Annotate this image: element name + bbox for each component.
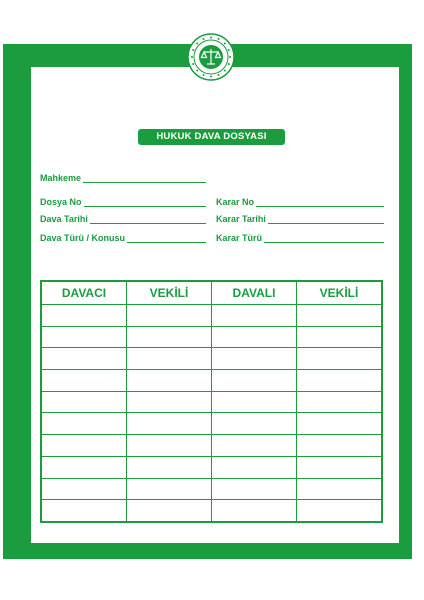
table-cell[interactable] bbox=[42, 326, 127, 348]
table-row bbox=[42, 435, 382, 457]
table-row bbox=[42, 348, 382, 370]
table-cell[interactable] bbox=[212, 413, 297, 435]
table-cell[interactable] bbox=[297, 435, 382, 457]
case-date-field[interactable] bbox=[40, 212, 206, 224]
plaintiff-header: DAVACI bbox=[42, 282, 127, 305]
court-field[interactable] bbox=[40, 171, 206, 183]
table-row bbox=[42, 326, 382, 348]
table-cell[interactable] bbox=[127, 478, 212, 500]
court-fill-line[interactable] bbox=[83, 174, 206, 183]
table-row bbox=[42, 456, 382, 478]
table-cell[interactable] bbox=[297, 478, 382, 500]
decision-date-label: Karar Tarihi bbox=[216, 214, 266, 224]
table-cell[interactable] bbox=[127, 370, 212, 392]
court-label: Mahkeme bbox=[40, 173, 82, 183]
table-row bbox=[42, 391, 382, 413]
table-cell[interactable] bbox=[212, 391, 297, 413]
scales-of-justice-emblem-icon bbox=[187, 33, 235, 81]
table-row bbox=[42, 413, 382, 435]
decision-date-field[interactable] bbox=[216, 212, 384, 224]
case-type-label: Dava Türü / Konusu bbox=[40, 233, 126, 243]
table-header-row bbox=[42, 282, 382, 305]
table-cell[interactable] bbox=[127, 500, 212, 522]
table-cell[interactable] bbox=[212, 435, 297, 457]
table-cell[interactable] bbox=[127, 391, 212, 413]
table-cell[interactable] bbox=[127, 413, 212, 435]
table-cell[interactable] bbox=[127, 305, 212, 327]
decision-date-fill-line[interactable] bbox=[268, 215, 384, 224]
table-cell[interactable] bbox=[42, 478, 127, 500]
case-type-field[interactable] bbox=[40, 231, 206, 243]
table-cell[interactable] bbox=[212, 500, 297, 522]
decision-no-label: Karar No bbox=[216, 197, 255, 207]
table-cell[interactable] bbox=[42, 456, 127, 478]
file-no-field[interactable] bbox=[40, 195, 206, 207]
table-cell[interactable] bbox=[297, 456, 382, 478]
table-cell[interactable] bbox=[127, 348, 212, 370]
table-row bbox=[42, 500, 382, 522]
table-cell[interactable] bbox=[42, 305, 127, 327]
table-cell[interactable] bbox=[212, 478, 297, 500]
plaintiff-attorney-header: VEKİLİ bbox=[127, 282, 212, 305]
case-date-fill-line[interactable] bbox=[90, 215, 206, 224]
table-cell[interactable] bbox=[127, 326, 212, 348]
table-cell[interactable] bbox=[297, 305, 382, 327]
table-cell[interactable] bbox=[42, 370, 127, 392]
table-cell[interactable] bbox=[42, 413, 127, 435]
table-cell[interactable] bbox=[212, 370, 297, 392]
case-date-label: Dava Tarihi bbox=[40, 214, 88, 224]
table-cell[interactable] bbox=[212, 326, 297, 348]
defendant-header: DAVALI bbox=[212, 282, 297, 305]
table-cell[interactable] bbox=[297, 391, 382, 413]
table-cell[interactable] bbox=[297, 413, 382, 435]
table-cell[interactable] bbox=[212, 305, 297, 327]
table-cell[interactable] bbox=[42, 500, 127, 522]
document-title: HUKUK DAVA DOSYASI bbox=[138, 129, 285, 145]
table-cell[interactable] bbox=[212, 456, 297, 478]
table-cell[interactable] bbox=[212, 348, 297, 370]
table-row bbox=[42, 478, 382, 500]
table-cell[interactable] bbox=[127, 456, 212, 478]
table-cell[interactable] bbox=[42, 435, 127, 457]
decision-type-label: Karar Türü bbox=[216, 233, 263, 243]
parties-table bbox=[40, 280, 383, 523]
table-cell[interactable] bbox=[127, 435, 212, 457]
table-cell[interactable] bbox=[297, 326, 382, 348]
table-row bbox=[42, 370, 382, 392]
table-body bbox=[42, 305, 382, 522]
decision-type-fill-line[interactable] bbox=[264, 234, 384, 243]
file-no-label: Dosya No bbox=[40, 197, 82, 207]
case-type-fill-line[interactable] bbox=[127, 234, 206, 243]
decision-type-field[interactable] bbox=[216, 231, 384, 243]
file-no-fill-line[interactable] bbox=[84, 198, 206, 207]
table-cell[interactable] bbox=[42, 348, 127, 370]
table-cell[interactable] bbox=[297, 500, 382, 522]
defendant-attorney-header: VEKİLİ bbox=[297, 282, 382, 305]
decision-no-field[interactable] bbox=[216, 195, 384, 207]
table-cell[interactable] bbox=[297, 370, 382, 392]
table-row bbox=[42, 305, 382, 327]
table-cell[interactable] bbox=[42, 391, 127, 413]
decision-no-fill-line[interactable] bbox=[256, 198, 384, 207]
table-cell[interactable] bbox=[297, 348, 382, 370]
